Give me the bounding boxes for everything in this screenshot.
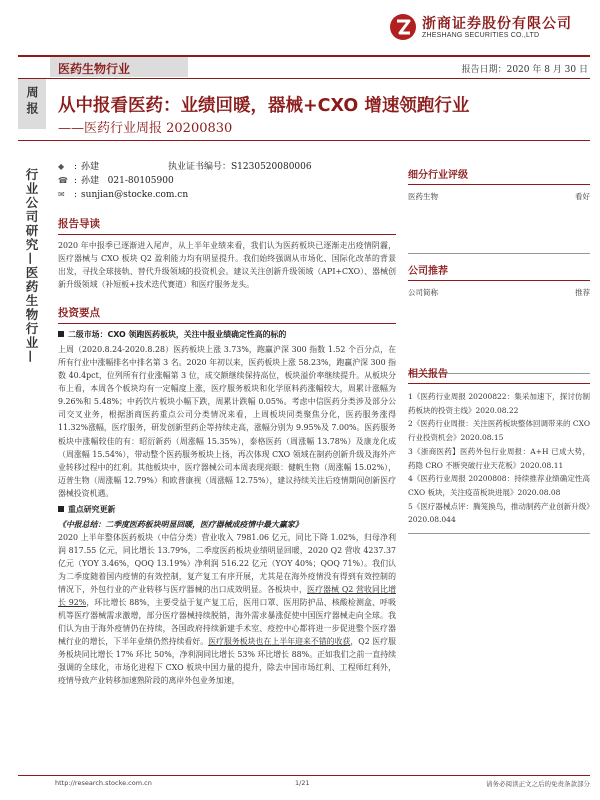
related-rule [408,383,590,384]
research-text-b: ，环比增长 88%，主要受益于复产复工后，医用口罩、医用防护品、核酸检测盒、呼吸机等医疗器械需求激增，部分医疗器械持续脱销，海外需求暴涨促使中国医疗器械走向全球。我们认为由于海外疫情仍在持续，各国政府持续新建手术室、疫控中心都将进一步促进整个医疗器械行业的增长，下半年业绩仍然持续看好。 [58,597,396,647]
company-name-en: ZHESHANG SECURITIES CO.,LTD [422,32,540,39]
phone-icon: ☎ [58,176,68,185]
recommend-heading: 公司推荐 [408,266,448,277]
rating-heading: 细分行业评级 [408,170,468,181]
page-subtitle: ——医药行业周报 20200830 [58,121,233,136]
related-report-3[interactable]: 3《浙商医药】医药外包行业周报：A+H 已成大势，药隐 CRO 不断突破行业天花板》2020.08.11 [408,446,590,470]
related-list [408,390,590,527]
page-title: 从中报看医药：业绩回暖，器械+CXO 增速领跑行业 [58,96,470,116]
recommend-col-value: 推荐 [575,288,590,297]
guide-text: 2020 年中报季已逐渐进入尾声，从上半年业绩来看，我们认为医药板块已逐渐走出疫情阴霾，医疗器械与 CXO 板块 Q2 盈利能力均有明显提升。我们始终强调从市场化、国际化改革的背景出发，寻找全球接轨、替代升级领域的投资机会。建议关注创新升级领域（API+CXO）、器械创新升级领域（补短板+技术迭代赛道）和医疗服务龙头。 [58,241,396,290]
research-highlight-2: 医疗服务板块也在上半年迎来不错的收获 [208,637,351,647]
sector-title: 医药生物行业 [58,62,131,76]
market-text: 上周（2020.8.24-2020.8.28）医药板块上涨 3.73%，跑赢沪深 300 指数 1.52 个百分点，在所有行业中涨幅排名中排名第 3 名。2020 年初以来，医药板块上涨 58.23%，跑赢沪深 300 指数 40.4pct，位列所有行业涨幅第 3 位，成交额继续保持高位，板块溢价率继续提升。从板块分布上看，本周各个板块均有一定幅度上涨，医疗服务板块和化学原料药涨幅较大，周累计涨幅为 9.26%和 5.48%；中药饮片板块小幅下跌，周累计跌幅 0.05%。考虑中信医药分类涉及部分公司交叉业务，根据浙商医药重点公司分类情况来看，上周板块同类聚焦分化，医药服务涨得 11.32%涨幅，医疗服务，研发创新型药企等持续走高，涨幅分别为 9.95%及 7.00%。医药服务板块中涨幅较佳的有：昭衍新药（周涨幅 15.35%），泰格医药（周涨幅 13.78%）及康龙化成（周涨幅 15.54%），带动整个医药服务板块上扬，再次体现 CXO 领域在制药创新升级及海外产业转移过程中的红利。其他板块中，医疗器械公司本周表现亮眼：健帆生物（周涨幅 15.02%），迈普生物（周涨幅 12.79%）和欧普康视（周涨幅 12.75%），建议持续关注后疫情期间创新医疗器械投资机遇。 [58,345,396,498]
vertical-category-label: 行业公司研究—医药生物行业— [24,168,39,364]
recommend-rule [408,280,590,281]
analyst-name: 孙建 [81,162,100,172]
bullet-square-icon [58,506,64,512]
research-highlight-1: 医疗器械 Q2 营收同比增长 92% [58,584,396,607]
recommend-col-name: 公司简称 [408,288,438,297]
related-report-2[interactable]: 2《医药行业周报：关注医药板块整体回调带来的 CXO 行业投资机会》2020.08.15 [408,419,590,443]
related-heading: 相关报告 [408,369,448,380]
report-type-label: 周报 [25,86,39,118]
rating-bottom-rule [408,253,590,254]
footer-url[interactable]: http://research.stocke.com.cn [55,779,152,787]
report-date: 报告日期：2020 年 8 月 30 日 [461,65,588,75]
rating-value: 看好 [575,192,590,201]
person-icon: ◆ [58,162,65,171]
analyst-phone-prefix: 孙建 [81,176,100,186]
related-report-1[interactable]: 1《医药行业周报 20200822：集采加速下，探讨仿制药板块的投资主线》2020.08.22 [408,392,590,415]
header-rule-2 [18,78,590,79]
bullet-research [58,503,396,516]
related-bottom-rule [408,533,590,534]
recommend-row [408,287,590,299]
analyst-block: ◆ : 孙建 执业证书编号：S1230520080006 ☎ : 孙建 021-80105900 ✉ : sunjian@stocke.com.cn [58,162,312,200]
bullet-market [58,328,396,341]
rating-rule [408,184,590,185]
bullet-research-title: 重点研究更新 [68,504,116,514]
main-content [58,212,396,687]
related-report-4[interactable]: 4《医药行业周报 20200808：持续推荐业绩确定性高 CXO 板块，关注疫苗板块进展》2020.08.08 [408,474,590,497]
title-rule [18,140,590,141]
bullet-square-icon [58,331,64,337]
page-number: 1/21 [295,779,310,787]
bullet-market-title: 二级市场：CXO 领跑医药板块，关注中报业绩确定性高的标的 [68,330,287,340]
company-logo [388,10,593,50]
analyst-cert: 执业证书编号：S1230520080006 [168,162,312,172]
recommend-panel [408,262,590,374]
related-panel [408,365,590,534]
email-icon: ✉ [58,190,65,199]
midyear-title: 《中报总结：二季度医药板块明显回暖，医疗器械成疫情中最大赢家》 [58,519,303,529]
related-report-5[interactable]: 5《医疗器械点评：腾笼换鸟，推动制药产业创新升级》2020.08.044 [408,501,590,525]
guide-heading-rule [58,234,396,235]
company-logo-icon [388,12,418,42]
footer-disclaimer: 请务必阅读正文之后的免责条款部分 [486,780,590,788]
research-text [58,531,396,688]
company-name-cn: 浙商证券股份有限公司 [422,16,572,32]
rating-row [408,191,590,203]
rating-sector: 医药生物 [408,192,438,201]
points-heading-rule [58,323,396,324]
analyst-phone: 021-80105900 [107,176,174,186]
rating-panel [408,166,590,254]
research-text-c: ，Q2 医疗服务板块同比增长 17% 环比 50%，净利润同比增长 53% 环比增长 88%。正如我们之前一直持续强调的全球化，市场化进程下 CXO 板块中国力量的提升，除去中国市场红利、工程师红利外，疫情导致产业转移加速熟阶段的离岸外包业务加速， [58,637,396,686]
guide-heading: 报告导读 [58,218,100,230]
research-text-a: 2020 上半年整体医药板块（中信分类）营业收入 7981.06 亿元，同比下降 1.02%，归母净利润 817.55 亿元，同比增长 13.79%，二季度医药板块业绩明显回暖，2020 Q2 营收 4237.37 亿元（YOY 3.46%，QOQ 13.19%）净利润 516.22 亿元（YOY 40%；QOQ 71%）。我们认为二季度随着国内疫情的有效控制，复产复工有序开展，尤其是在海外疫情没有得到有效控制的情况下，外包行业的产业转移与医疗器械的出口成效明显。各板块中， [58,532,396,594]
footer-rule [18,775,590,776]
analyst-email[interactable]: sunjian@stocke.com.cn [81,190,189,200]
points-heading: 投资要点 [58,307,100,320]
